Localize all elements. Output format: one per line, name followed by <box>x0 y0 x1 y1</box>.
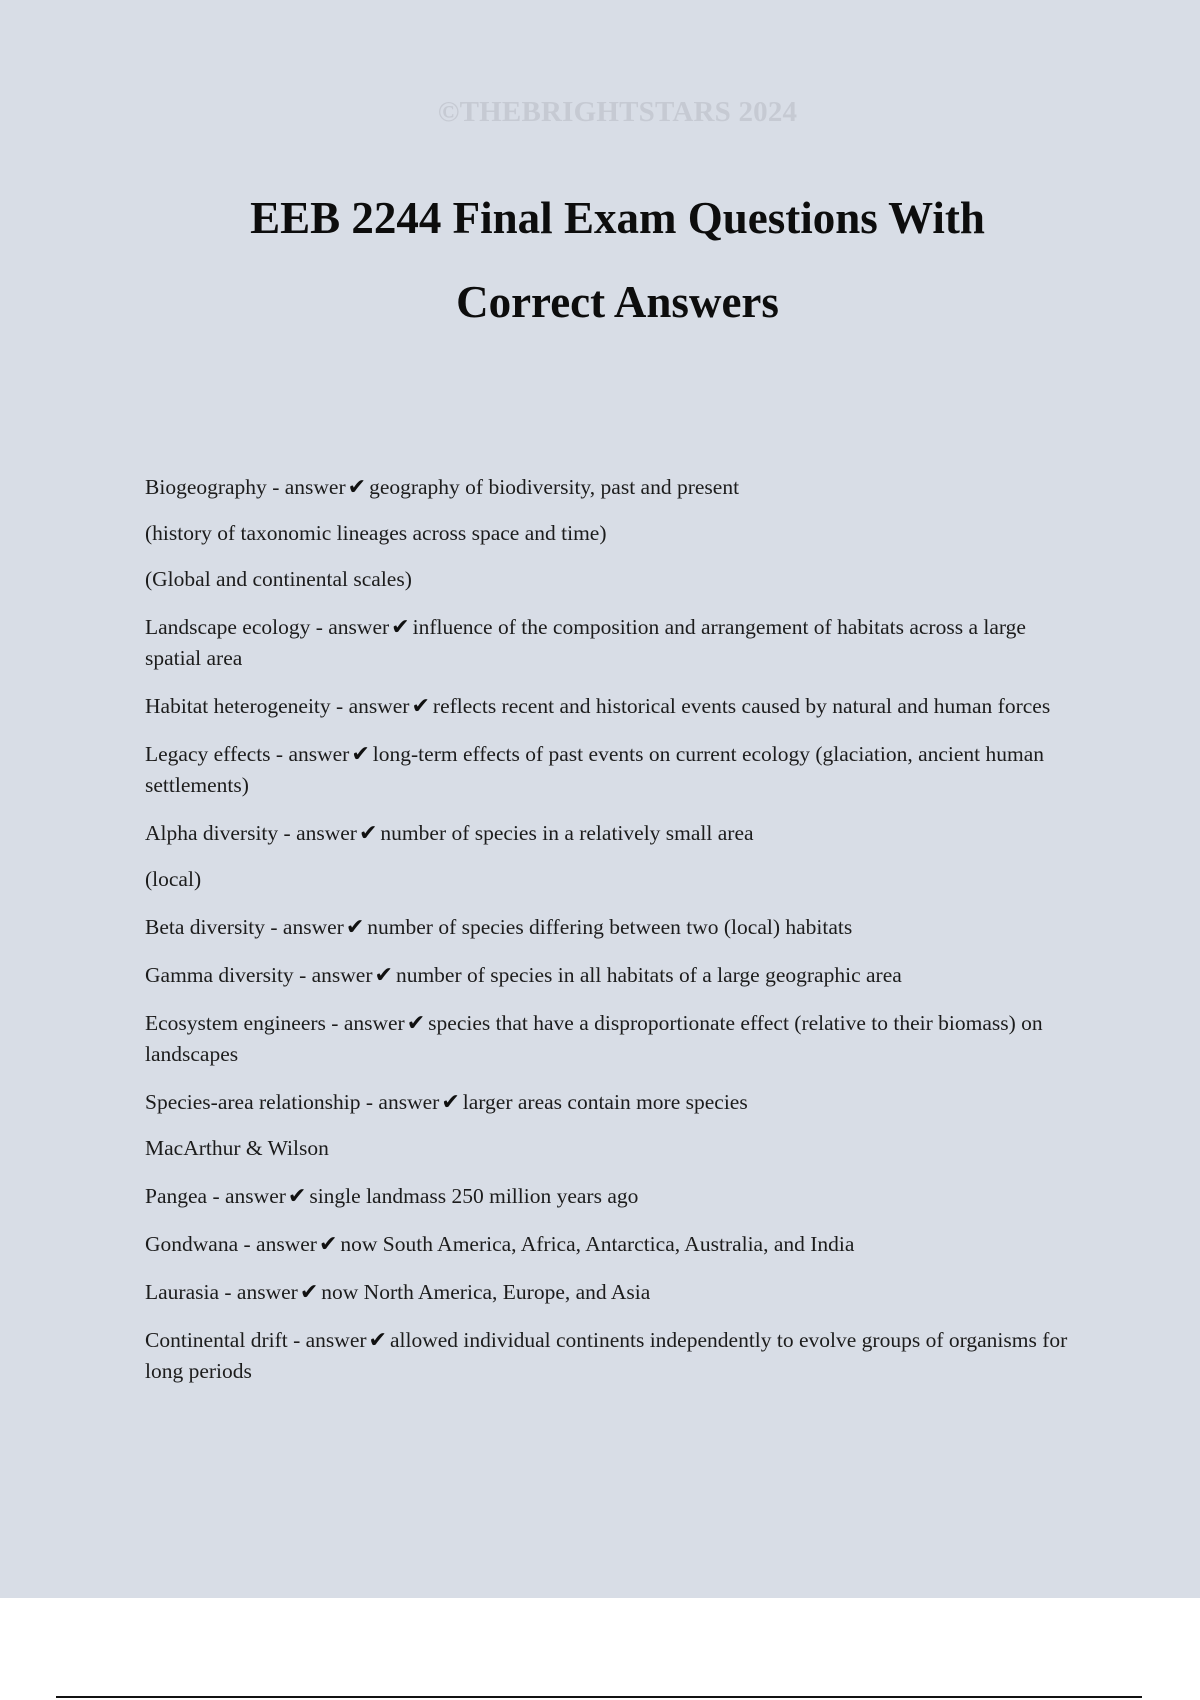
answer-separator: - answer <box>265 915 344 939</box>
answer-separator: - answer <box>293 963 373 987</box>
qa-list <box>145 472 1080 1404</box>
checkmark-icon: ✔ <box>374 963 393 988</box>
qa-term: Species-area relationship <box>145 1090 361 1114</box>
checkmark-icon: ✔ <box>406 1011 426 1036</box>
qa-term: Ecosystem engineers <box>145 1011 326 1035</box>
qa-definition: long-term effects of past events on current ecology (glaciation, ancient human settlements) <box>145 742 1045 797</box>
qa-continuation: (local) <box>145 867 202 891</box>
answer-separator: - answer <box>287 1328 367 1352</box>
qa-term: Laurasia <box>145 1280 220 1304</box>
qa-definition: geography of biodiversity, past and present <box>369 475 740 499</box>
title-line-1: EEB 2244 Final Exam Questions With <box>250 193 985 243</box>
qa-entry <box>145 472 1080 595</box>
qa-term: Gamma diversity <box>145 963 294 987</box>
answer-separator: - answer <box>219 1280 298 1304</box>
qa-term: Pangea <box>145 1184 208 1208</box>
answer-separator: - answer <box>266 475 346 499</box>
qa-entry <box>145 1087 1080 1164</box>
checkmark-icon: ✔ <box>391 615 410 640</box>
qa-entry <box>145 1181 1080 1212</box>
answer-separator: - answer <box>325 1011 405 1035</box>
qa-entry <box>145 1277 1080 1308</box>
checkmark-icon: ✔ <box>287 1184 307 1209</box>
answer-separator: - answer <box>270 742 350 766</box>
checkmark-icon: ✔ <box>318 1232 338 1257</box>
qa-entry <box>145 1008 1080 1070</box>
qa-term: Legacy effects <box>145 742 271 766</box>
qa-definition: single landmass 250 million years ago <box>309 1184 639 1208</box>
page-title <box>0 176 1200 344</box>
qa-term: Continental drift <box>145 1328 288 1352</box>
qa-term: Habitat heterogeneity <box>145 694 331 718</box>
qa-definition: influence of the composition and arrangement of habitats across a large spatial area <box>145 615 1026 670</box>
answer-separator: - answer <box>330 694 410 718</box>
checkmark-icon: ✔ <box>411 694 430 719</box>
qa-continuation: (Global and continental scales) <box>145 567 412 591</box>
qa-entry <box>145 691 1080 722</box>
qa-entry <box>145 1229 1080 1260</box>
answer-separator: - answer <box>238 1232 317 1256</box>
qa-entry <box>145 612 1080 674</box>
qa-definition: now North America, Europe, and Asia <box>321 1280 651 1304</box>
qa-term: Gondwana <box>145 1232 239 1256</box>
qa-definition: reflects recent and historical events caused by natural and human forces <box>432 694 1051 718</box>
qa-entry <box>145 960 1080 991</box>
checkmark-icon: ✔ <box>368 1328 387 1353</box>
title-line-2: Correct Answers <box>456 277 779 327</box>
qa-continuation: (history of taxonomic lineages across space and time) <box>145 521 607 545</box>
qa-definition: allowed individual continents independently to evolve groups of organisms for long periods <box>145 1328 1068 1383</box>
checkmark-icon: ✔ <box>347 475 367 500</box>
qa-entry <box>145 912 1080 943</box>
answer-separator: - answer <box>360 1090 440 1114</box>
qa-definition: number of species differing between two (local) habitats <box>367 915 853 939</box>
qa-term: Beta diversity <box>145 915 266 939</box>
qa-entry <box>145 1325 1080 1387</box>
qa-continuation: MacArthur & Wilson <box>145 1136 329 1160</box>
qa-definition: number of species in a relatively small area <box>380 821 754 845</box>
qa-term: Biogeography <box>145 475 267 499</box>
checkmark-icon: ✔ <box>351 742 370 767</box>
qa-term: Alpha diversity <box>145 821 279 845</box>
answer-separator: - answer <box>278 821 357 845</box>
qa-definition: number of species in all habitats of a large geographic area <box>395 963 902 987</box>
page-bottom-rule <box>56 1696 1142 1698</box>
qa-definition: now South America, Africa, Antarctica, Australia, and India <box>340 1232 855 1256</box>
qa-definition: species that have a disproportionate effect (relative to their biomass) on landscapes <box>145 1011 1043 1066</box>
qa-term: Landscape ecology <box>145 615 311 639</box>
answer-separator: - answer <box>310 615 390 639</box>
checkmark-icon: ✔ <box>358 821 378 846</box>
checkmark-icon: ✔ <box>299 1280 319 1305</box>
answer-separator: - answer <box>207 1184 286 1208</box>
qa-entry <box>145 818 1080 895</box>
checkmark-icon: ✔ <box>345 915 365 940</box>
qa-definition: larger areas contain more species <box>462 1090 748 1114</box>
qa-entry <box>145 739 1080 801</box>
checkmark-icon: ✔ <box>441 1090 460 1115</box>
watermark: ©THEBRIGHTSTARS 2024 <box>437 96 798 128</box>
